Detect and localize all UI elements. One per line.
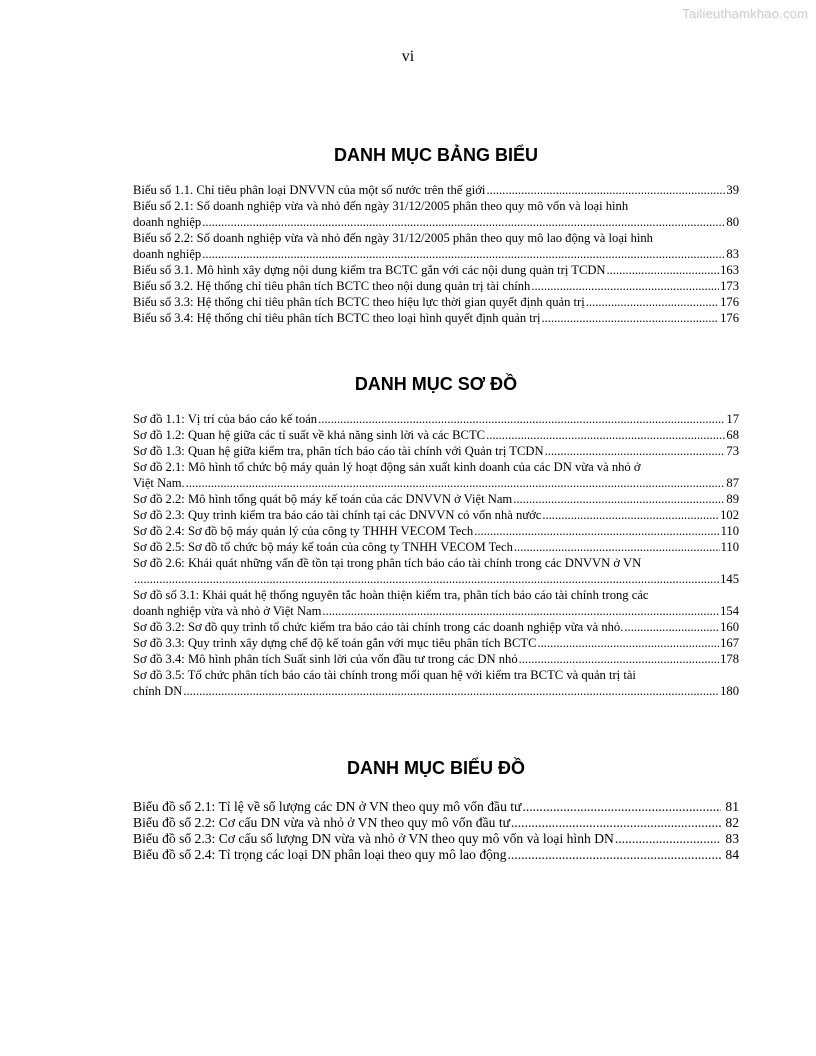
toc-entry[interactable] [133, 230, 739, 262]
toc-entry-title: Việt Nam. [133, 476, 185, 490]
toc-entry[interactable] [133, 491, 739, 507]
dot-leader [318, 411, 725, 427]
toc-entry-line [133, 475, 739, 491]
dot-leader [615, 831, 722, 847]
toc-entry-line [133, 278, 739, 294]
toc-entry-title-line: Biểu số 2.1: Số doanh nghiệp vừa và nhỏ đến ngày 31/12/2005 phân theo quy mô vốn và loại hình [133, 199, 629, 213]
toc-entry-page-number: 89 [726, 492, 739, 506]
dot-leader [183, 683, 719, 699]
toc-entry-line [133, 507, 739, 523]
toc-entry-line [133, 310, 739, 326]
toc-entry[interactable] [133, 198, 739, 230]
toc-entry[interactable] [133, 651, 739, 667]
toc-entry[interactable] [133, 635, 739, 651]
toc-entry-title: Biểu đồ số 2.1: Tỉ lệ về số lượng các DN ở VN theo quy mô vốn đầu tư [133, 799, 522, 814]
toc-entry-title: Sơ đồ 2.4: Sơ đồ bộ máy quản lý của công ty THHH VECOM Tech [133, 524, 474, 538]
toc-entry-title-line: Sơ đồ số 3.1: Khái quát hệ thống nguyên tắc hoàn thiện kiểm tra, phân tích báo cáo tài chính trong các [133, 588, 649, 602]
toc-entry-line [133, 262, 739, 278]
toc-entry[interactable] [133, 427, 739, 443]
toc-entry-title-line: Biểu số 2.2: Số doanh nghiệp vừa và nhỏ đến ngày 31/12/2005 phân theo quy mô lao động và loại hình [133, 231, 653, 245]
toc-entry[interactable] [133, 262, 739, 278]
toc-entry-title: Sơ đồ 3.4: Mô hình phân tích Suất sinh lời của vốn đầu tư trong các DN nhỏ [133, 652, 518, 666]
toc-entry-title-line: Sơ đồ 2.6: Khái quát những vấn đề tồn tại trong phân tích báo cáo tài chính trong các DNVVN ở VN [133, 556, 642, 570]
dot-leader [607, 262, 720, 278]
toc-entry-title-line: Sơ đồ 3.5: Tổ chức phân tích báo cáo tài chính trong mối quan hệ với kiểm tra BCTC và quản trị tài [133, 668, 636, 682]
toc-entry-title-line: Sơ đồ 2.1: Mô hình tổ chức bộ máy quản lý hoạt động sản xuất kinh doanh của các DN vừa và nhỏ ở [133, 460, 641, 474]
toc-entry-title: Biểu số 3.2. Hệ thống chỉ tiêu phân tích BCTC theo nội dung quản trị tài chính [133, 279, 531, 293]
toc-entry-page-number: 176 [720, 311, 739, 325]
toc-entry-title: Sơ đồ 2.5: Sơ đồ tổ chức bộ máy kế toán của công ty TNHH VECOM Tech [133, 540, 513, 554]
section-title: DANH MỤC SƠ ĐỒ [354, 374, 518, 394]
toc-entry-line [133, 619, 739, 635]
toc-entry-page-number: 178 [720, 652, 739, 666]
toc-entry-title: Sơ đồ 1.1: Vị trí của báo cáo kế toán [133, 412, 318, 426]
section-list-of-tables [133, 144, 739, 326]
toc-entry-page-number: 163 [720, 263, 739, 277]
toc-entry-line [133, 815, 739, 831]
toc-entry[interactable] [133, 799, 739, 815]
toc-entry-line [133, 182, 739, 198]
toc-entry-line [133, 539, 739, 555]
toc-entry-page-number: 83 [726, 247, 739, 261]
toc-entry[interactable] [133, 619, 739, 635]
toc-entry-page-number: 17 [726, 412, 739, 426]
toc-entry-page-number: 110 [720, 524, 739, 538]
section-list-of-charts [133, 757, 739, 863]
toc-entry-page-number: 154 [720, 604, 739, 618]
toc-entry-title: Biểu số 3.3: Hệ thống chỉ tiêu phân tích BCTC theo hiệu lực thời gian quyết định quản trị [133, 295, 585, 309]
toc-entry-title: Biểu đồ số 2.4: Tỉ trọng các loại DN phân loại theo quy mô lao động [133, 847, 507, 862]
dot-leader [202, 246, 725, 262]
toc-entry-line [133, 246, 739, 262]
toc-entry[interactable] [133, 523, 739, 539]
toc-entry-page-number: 87 [726, 476, 739, 490]
toc-entry-title: Sơ đồ 2.3: Quy trình kiểm tra báo cáo tài chính tại các DNVVN có vốn nhà nước [133, 508, 542, 522]
toc-entry-page-number: 176 [720, 295, 739, 309]
dot-leader [186, 475, 726, 491]
dot-leader [538, 635, 720, 651]
toc-entry[interactable] [133, 459, 739, 491]
toc-entry[interactable] [133, 278, 739, 294]
toc-entry-line [133, 831, 739, 847]
toc-entry[interactable] [133, 507, 739, 523]
toc-entry-page-number: 167 [720, 636, 739, 650]
watermark: Tailieuthamkhao.com [682, 6, 808, 21]
toc-list [133, 411, 739, 699]
toc-list [133, 182, 739, 326]
dot-leader [202, 214, 725, 230]
toc-entry-page-number: 102 [720, 508, 739, 522]
toc-entry-page-number: 81 [725, 799, 739, 814]
dot-leader [508, 847, 722, 863]
dot-leader [486, 427, 725, 443]
toc-list [133, 799, 739, 863]
dot-leader [322, 603, 719, 619]
toc-entry-page-number: 83 [725, 831, 739, 846]
toc-entry[interactable] [133, 411, 739, 427]
toc-entry-line [133, 523, 739, 539]
toc-entry-title: Sơ đồ 2.2: Mô hình tổng quát bộ máy kế toán của các DNVVN ở Việt Nam [133, 492, 513, 506]
toc-entry-line [133, 491, 739, 507]
toc-entry-line [133, 683, 739, 699]
toc-entry-line [133, 847, 739, 863]
toc-entry-title: Biểu đồ số 2.3: Cơ cấu số lượng DN vừa và nhỏ ở VN theo quy mô vốn và loại hình DN [133, 831, 614, 846]
toc-entry-line [133, 214, 739, 230]
toc-entry-title: Biểu số 3.4: Hệ thống chỉ tiêu phân tích BCTC theo loại hình quyết định quản trị [133, 311, 541, 325]
toc-entry-title: doanh nghiệp [133, 215, 202, 229]
dot-leader [545, 443, 726, 459]
toc-entry-line [133, 427, 739, 443]
toc-entry[interactable] [133, 555, 739, 587]
dot-leader [134, 571, 719, 587]
toc-entry-page-number: 110 [720, 540, 739, 554]
toc-entry[interactable] [133, 667, 739, 699]
section-list-of-diagrams [133, 373, 739, 699]
toc-entry[interactable] [133, 831, 739, 847]
toc-entry-page-number: 173 [720, 279, 739, 293]
toc-entry[interactable] [133, 182, 739, 198]
toc-entry[interactable] [133, 310, 739, 326]
toc-entry-line [133, 411, 739, 427]
toc-entry-title: Sơ đồ 3.3: Quy trình xây dựng chế độ kế toán gắn với mục tiêu phân tích BCTC [133, 636, 537, 650]
dot-leader [586, 294, 719, 310]
toc-entry-page-number: 84 [725, 847, 739, 862]
toc-entry-line [133, 294, 739, 310]
toc-entry[interactable] [133, 847, 739, 863]
toc-entry-page-number: 39 [726, 183, 739, 197]
toc-entry-page-number: 68 [726, 428, 739, 442]
dot-leader [511, 815, 721, 831]
toc-entry-line [133, 635, 739, 651]
toc-entry-title: Sơ đồ 1.3: Quan hệ giữa kiểm tra, phân tích báo cáo tài chính với Quản trị TCDN [133, 444, 544, 458]
dot-leader [531, 278, 719, 294]
dot-leader [522, 799, 721, 815]
toc-entry-title: chính DN [133, 684, 183, 698]
toc-entry-title: doanh nghiệp vừa và nhỏ ở Việt Nam [133, 604, 322, 618]
toc-entry-title: Sơ đồ 3.2: Sơ đồ quy trình tổ chức kiểm tra báo cáo tài chính trong các doanh nghiệp vừa và nhỏ. [133, 620, 624, 634]
dot-leader [624, 619, 719, 635]
toc-entry-title: doanh nghiệp [133, 247, 202, 261]
toc-entry-page-number: 145 [720, 572, 739, 586]
dot-leader [542, 507, 719, 523]
dot-leader [513, 491, 725, 507]
toc-entry-line [133, 571, 739, 587]
dot-leader [474, 523, 719, 539]
toc-entry-page-number: 160 [720, 620, 739, 634]
toc-entry-title: Biểu số 3.1. Mô hình xây dựng nội dung kiểm tra BCTC gắn với các nội dung quản trị TCDN [133, 263, 606, 277]
toc-entry-title: Biểu đồ số 2.2: Cơ cấu DN vừa và nhỏ ở VN theo quy mô vốn đầu tư [133, 815, 510, 830]
toc-entry-line [133, 443, 739, 459]
dot-leader [486, 182, 725, 198]
section-title: DANH MỤC BẢNG BIỂU [334, 145, 538, 165]
dot-leader [514, 539, 720, 555]
toc-entry-line [133, 603, 739, 619]
toc-entry[interactable] [133, 815, 739, 831]
toc-entry-line [133, 651, 739, 667]
toc-entry-line [133, 799, 739, 815]
toc-entry-page-number: 82 [725, 815, 739, 830]
toc-entry-page-number: 73 [726, 444, 739, 458]
toc-entry[interactable] [133, 587, 739, 619]
page-number: vi [401, 48, 415, 65]
section-title: DANH MỤC BIỂU ĐỒ [347, 758, 525, 778]
toc-entry-page-number: 80 [726, 215, 739, 229]
dot-leader [542, 310, 720, 326]
toc-entry-page-number: 180 [720, 684, 739, 698]
dot-leader [519, 651, 719, 667]
toc-entry[interactable] [133, 539, 739, 555]
toc-entry[interactable] [133, 443, 739, 459]
toc-entry-title: Biểu số 1.1. Chỉ tiêu phân loại DNVVN của một số nước trên thế giới [133, 183, 486, 197]
toc-entry[interactable] [133, 294, 739, 310]
toc-entry-title: Sơ đồ 1.2: Quan hệ giữa các tỉ suất về khả năng sinh lời và các BCTC [133, 428, 486, 442]
